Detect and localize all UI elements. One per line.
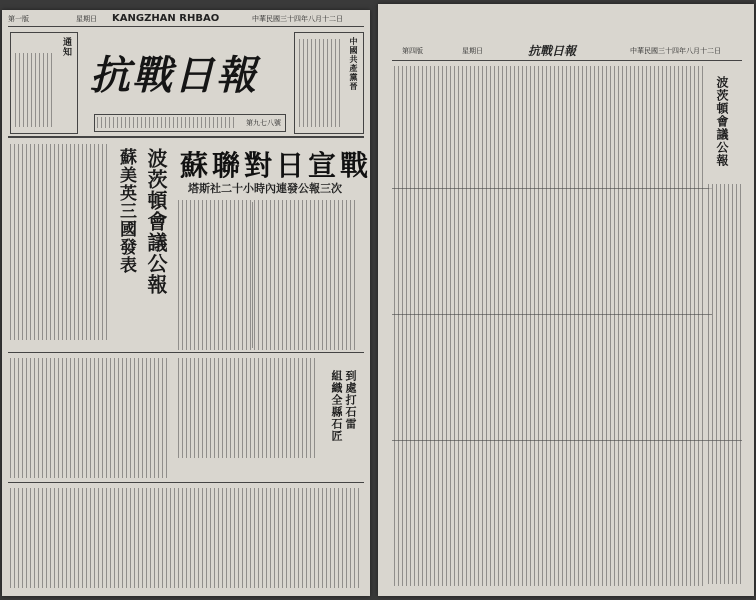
sidebar-box [294,32,364,134]
masthead-title: 抗戰日報 [528,44,577,58]
date: 中華民國三十四年八月十二日 [252,15,343,23]
sidebar-title: 中國共產黨晉 [349,37,359,91]
issue-number: 第九七八號 [246,119,281,127]
page-label: 第一版 [8,15,29,23]
weekday: 星期日 [462,47,483,55]
notice-box [10,32,78,134]
page-label: 第四版 [402,47,423,55]
back-page [378,4,754,596]
small-head-2: 到處打石雷 [344,370,357,430]
secondary-head-2: 波茨頓會議公報 [144,148,168,295]
column-head: 波茨頓會議公報 [715,76,729,167]
weekday: 星期日 [76,15,97,23]
small-head-1: 組織全縣石匠 [330,370,343,442]
sub-headline: 塔斯社二十小時內連發公報三次 [188,182,342,195]
notice-title: 通知 [61,37,71,57]
masthead-title: 抗戰日報 [90,52,258,99]
date: 中華民國三十四年八月十二日 [630,47,721,55]
front-page [2,10,373,596]
masthead-latin: KANGZHAN RHBAO [112,13,220,24]
main-headline: 蘇聯對日宣戰 [180,149,373,182]
secondary-head-1: 蘇美英三國發表 [116,148,136,274]
publisher-info [94,114,286,132]
